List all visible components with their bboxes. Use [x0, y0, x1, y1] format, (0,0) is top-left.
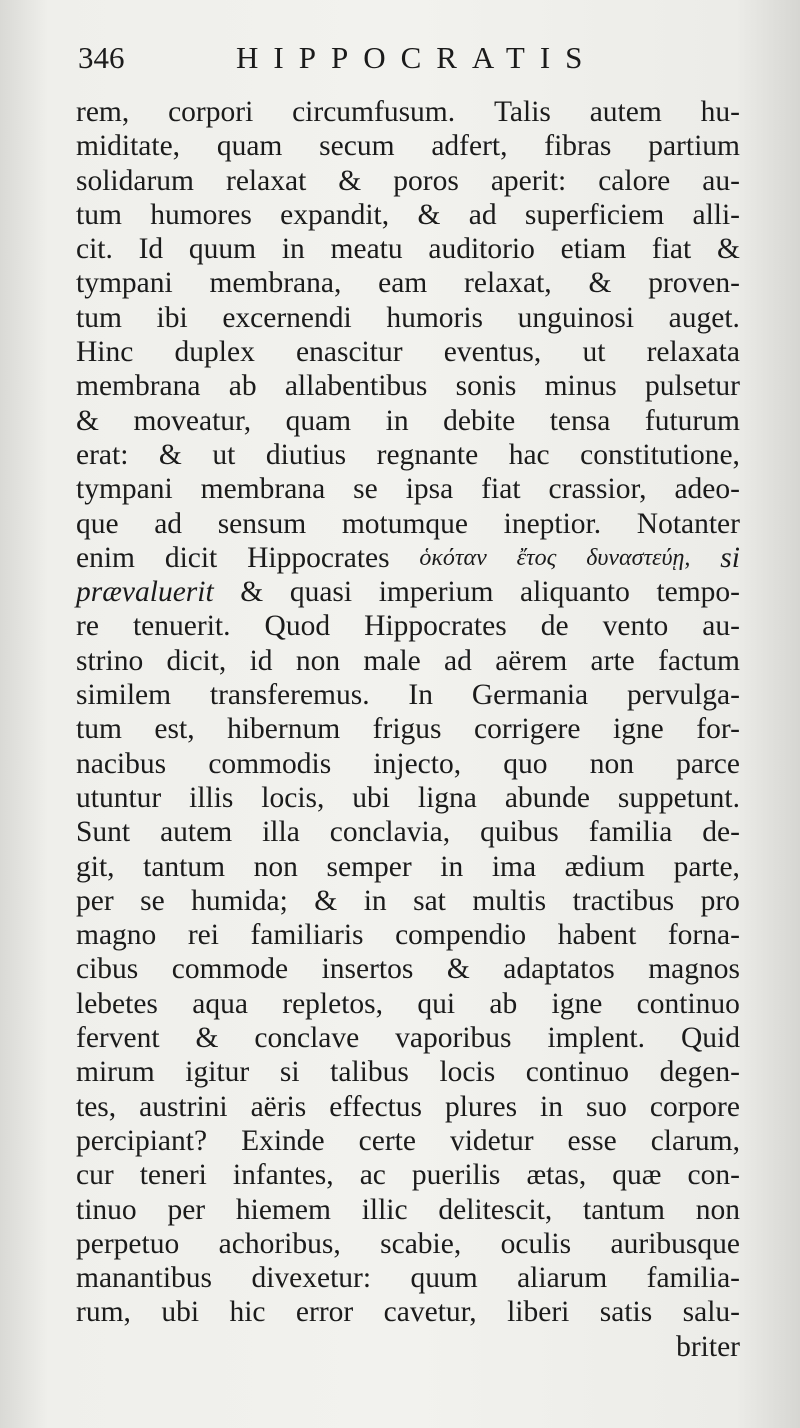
text-line: git, tantum non semper in ima ædium parte, [76, 850, 740, 883]
text-line: erat: & ut diutius regnante hac constitutione, [76, 438, 740, 471]
text-line: tympani membrana se ipsa fiat crassior, adeo- [76, 473, 740, 506]
text-line: tum humores expandit, & ad superficiem alli- [76, 198, 740, 231]
text-line: Hinc duplex enascitur eventus, ut relaxata [76, 336, 740, 369]
text-line: tinuo per hiemem illic delitescit, tantum non [76, 1193, 740, 1226]
text-line: cibus commode insertos & adaptatos magnos [76, 953, 740, 986]
text-line: que ad sensum motumque ineptior. Notanter [76, 507, 740, 540]
running-title: HIPPOCRATIS [236, 40, 598, 75]
text-line: prævaluerit & quasi imperium aliquanto tempo- [76, 576, 740, 609]
text-line: Sunt autem illa conclavia, quibus familia de- [76, 816, 740, 849]
text-line: cit. Id quum in meatu auditorio etiam fiat & [76, 233, 740, 266]
text-line: miditate, quam secum adfert, fibras partium [76, 130, 740, 163]
text-line: manantibus divexetur: quum aliarum familia- [76, 1262, 740, 1295]
text-line: percipiant? Exinde certe videtur esse clarum, [76, 1124, 740, 1157]
page-header [76, 40, 736, 80]
text-line: rem, corpori circumfusum. Talis autem hu- [76, 96, 740, 128]
text-line: membrana ab allabentibus sonis minus pulsetur [76, 370, 740, 403]
text-line: cur teneri infantes, ac puerilis ætas, quæ con- [76, 1159, 740, 1192]
page-number: 346 [78, 40, 125, 75]
text-line: re tenuerit. Quod Hippocrates de vento au- [76, 610, 740, 643]
text-line: briter [676, 1330, 740, 1363]
text-line: strino dicit, id non male ad aërem arte factum [76, 644, 740, 677]
text-line: tes, austrini aëris effectus plures in suo corpore [76, 1090, 740, 1123]
text-line: utuntur illis locis, ubi ligna abunde suppetunt. [76, 781, 740, 814]
text-line: fervent & conclave vaporibus implent. Quid [76, 1022, 740, 1055]
text-line: perpetuo achoribus, scabie, oculis auribusque [76, 1227, 740, 1260]
text-line: nacibus commodis injecto, quo non parce [76, 747, 740, 780]
text-line: tum est, hibernum frigus corrigere igne for- [76, 713, 740, 746]
text-line: magno rei familiaris compendio habent forna- [76, 919, 740, 952]
text-line: per se humida; & in sat multis tractibus pro [76, 884, 740, 917]
text-line: solidarum relaxat & poros aperit: calore au- [76, 164, 740, 197]
body-text [76, 95, 740, 1364]
text-line: tum ibi excernendi humoris unguinosi auget. [76, 301, 740, 334]
text-line: & moveatur, quam in debite tensa futurum [76, 404, 740, 437]
text-line: similem transferemus. In Germania pervulga- [76, 679, 740, 712]
text-line: rum, ubi hic error cavetur, liberi satis salu- [76, 1296, 740, 1329]
text-line: mirum igitur si talibus locis continuo degen- [76, 1056, 740, 1089]
text-line: lebetes aqua repletos, qui ab igne continuo [76, 987, 740, 1020]
text-line: enim dicit Hippocrates ὁκόταν ἔτος δυναστεύῃ, si [76, 541, 740, 574]
text-line: tympani membrana, eam relaxat, & proven- [76, 267, 740, 300]
